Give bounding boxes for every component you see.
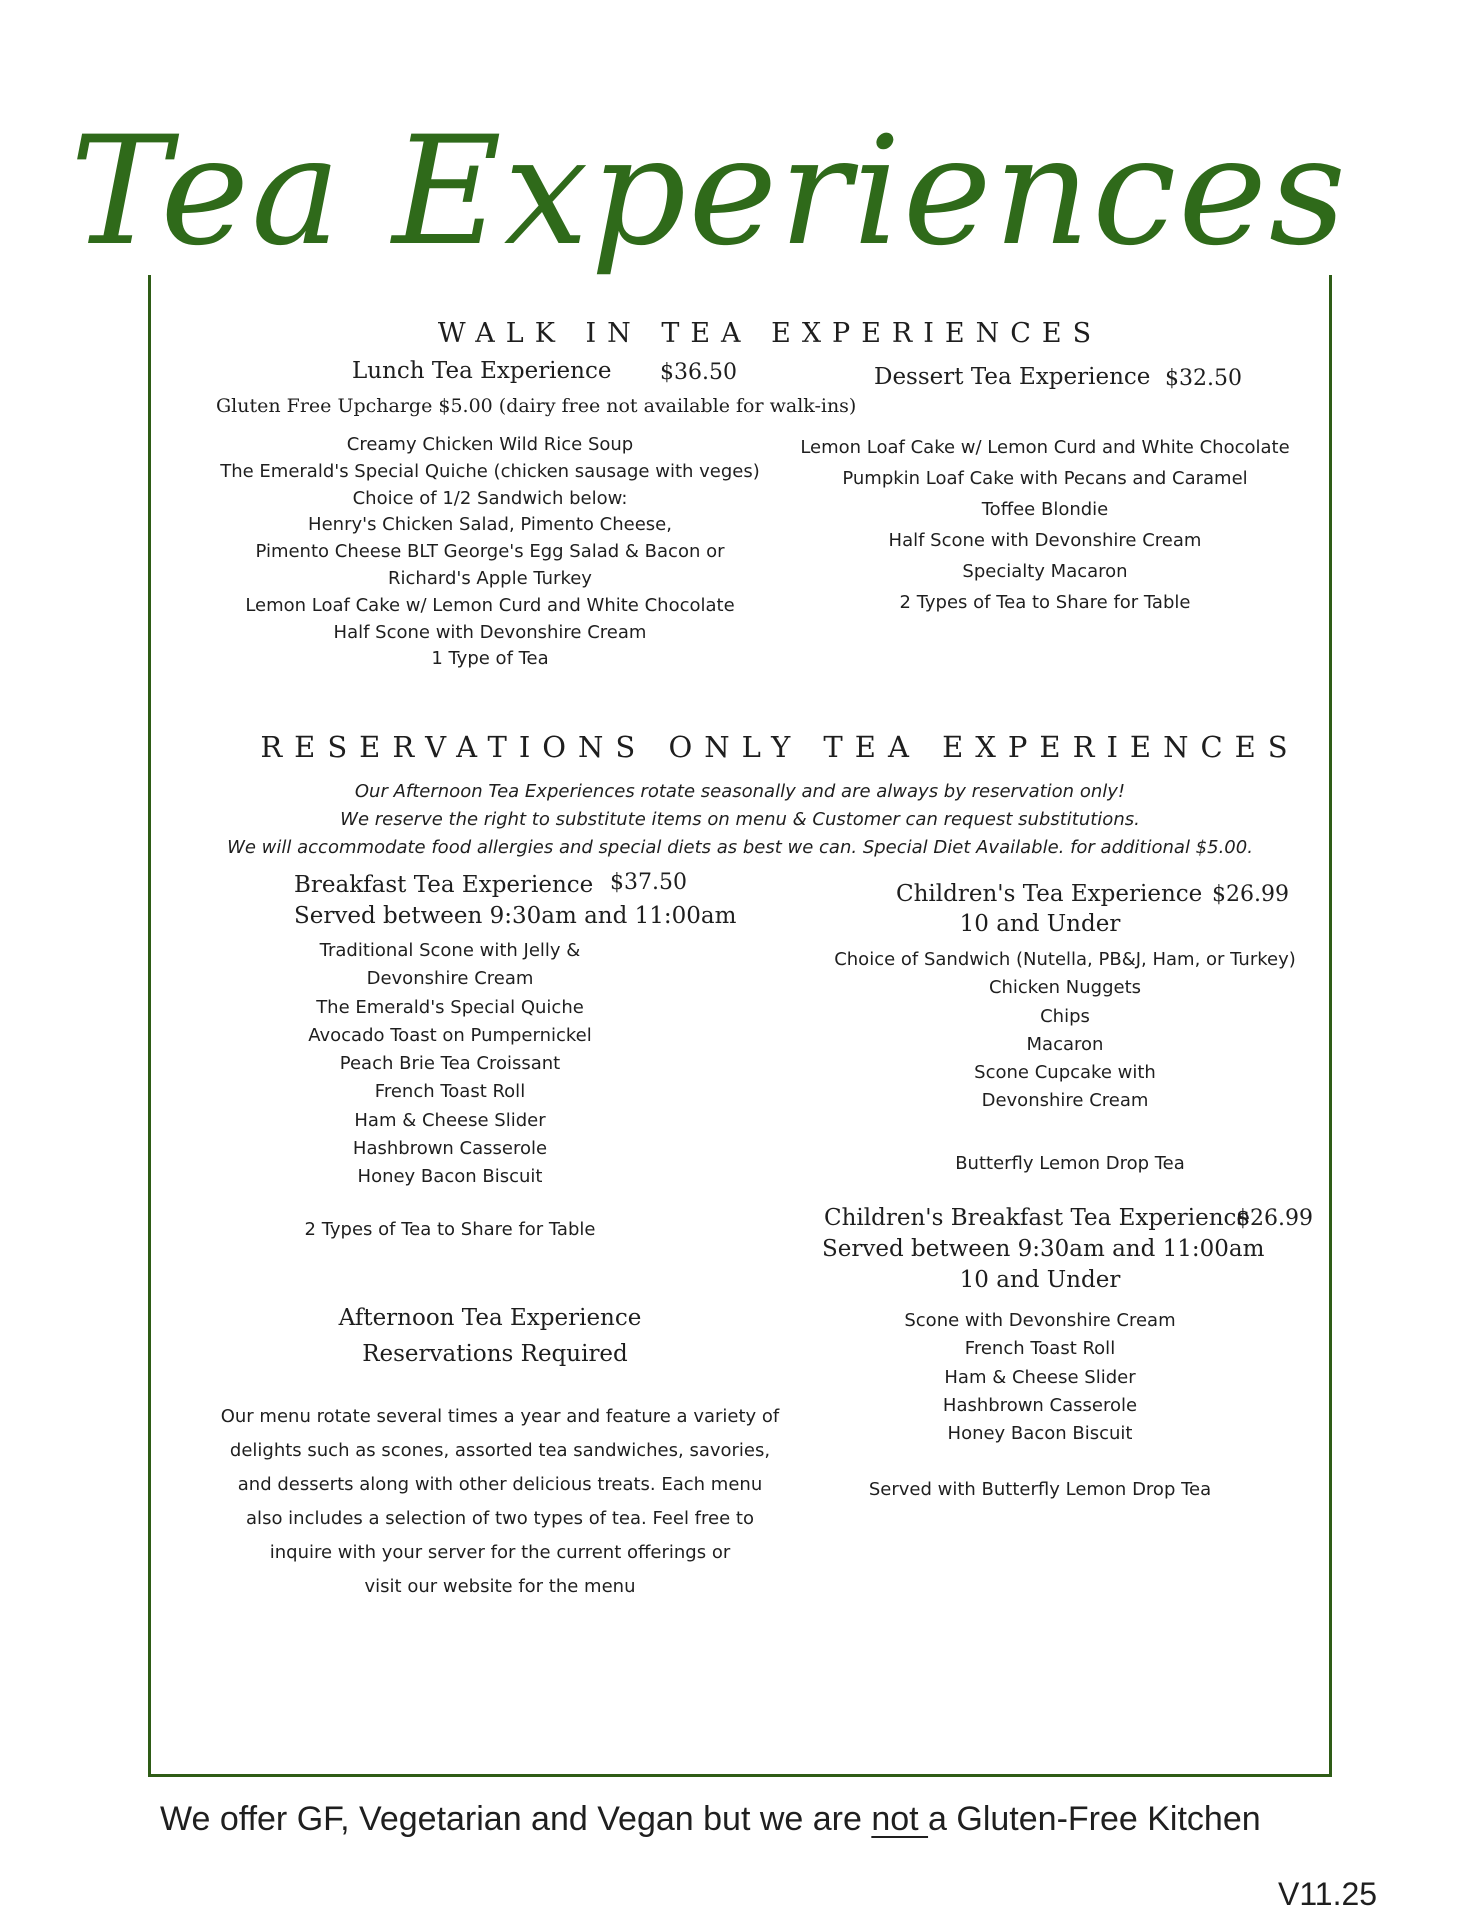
note-line: Our Afternoon Tea Experiences rotate seasonally and are always by reservation only!: [354, 781, 1126, 802]
note-line: We will accommodate food allergies and special diets as best we can. Special Diet Available. for additional $5.00.: [227, 837, 1253, 858]
list-item: Richard's Apple Turkey: [388, 567, 592, 589]
paragraph-line: and desserts along with other delicious treats. Each menu: [237, 1474, 763, 1495]
lunch-upcharge: Gluten Free Upcharge $5.00 (dairy free not available for walk-ins): [216, 395, 857, 417]
dessert-title: Dessert Tea Experience: [874, 364, 1151, 390]
children-items: [830, 946, 1300, 1116]
list-item: Honey Bacon Biscuit: [947, 1423, 1133, 1445]
list-item: Pimento Cheese BLT George's Egg Salad & Bacon or: [255, 541, 725, 563]
children-age: 10 and Under: [959, 911, 1121, 937]
dessert-items: [770, 432, 1320, 618]
reservation-notes: [150, 778, 1330, 862]
afternoon-description: [160, 1400, 840, 1604]
breakfast-title: Breakfast Tea Experience: [294, 872, 594, 898]
breakfast-items: [250, 937, 650, 1192]
list-item: The Emerald's Special Quiche: [316, 996, 584, 1018]
children-price: $26.99: [1212, 882, 1289, 907]
list-item: Henry's Chicken Salad, Pimento Cheese,: [308, 514, 672, 536]
paragraph-line: Our menu rotate several times a year and feature a variety of: [220, 1406, 780, 1427]
list-item: Chicken Nuggets: [988, 977, 1142, 999]
list-item: Half Scone with Devonshire Cream: [333, 621, 647, 643]
lunch-items: [190, 432, 790, 673]
list-item: The Emerald's Special Quiche (chicken sausage with veges): [220, 460, 760, 482]
children-breakfast-tea: Served with Butterfly Lemon Drop Tea: [868, 1479, 1212, 1500]
list-item: Honey Bacon Biscuit: [357, 1166, 543, 1188]
list-item: Avocado Toast on Pumpernickel: [308, 1024, 592, 1046]
list-item: Chips: [1040, 1005, 1090, 1027]
list-item: French Toast Roll: [964, 1338, 1116, 1360]
reservations-heading: RESERVATIONS ONLY TEA EXPERIENCES: [260, 730, 1300, 764]
list-item: Creamy Chicken Wild Rice Soup: [346, 434, 634, 455]
list-item: Choice of Sandwich (Nutella, PB&J, Ham, or Turkey): [834, 949, 1296, 970]
afternoon-subtitle: Reservations Required: [362, 1341, 628, 1367]
note-line: We reserve the right to substitute items on menu & Customer can request substitutions.: [340, 809, 1140, 830]
footer-disclaimer: [160, 1800, 1261, 1839]
lunch-title: Lunch Tea Experience: [352, 358, 612, 384]
list-item: Macaron: [1026, 1033, 1104, 1055]
version-label: V11.25: [1278, 1876, 1378, 1912]
list-item: Half Scone with Devonshire Cream: [888, 530, 1202, 551]
list-item: Lemon Loaf Cake w/ Lemon Curd and White Chocolate: [800, 437, 1290, 458]
page-title: Tea Experiences: [60, 110, 1378, 275]
list-item: Peach Brie Tea Croissant: [339, 1053, 561, 1075]
list-item: 2 Types of Tea to Share for Table: [899, 592, 1191, 613]
list-item: Specialty Macaron: [962, 561, 1128, 582]
children-breakfast-price: $26.99: [1236, 1206, 1313, 1231]
list-item: Scone Cupcake with: [974, 1062, 1156, 1084]
list-item: Hashbrown Casserole: [352, 1138, 548, 1160]
paragraph-line: inquire with your server for the current offerings or: [269, 1542, 731, 1563]
children-breakfast-items: [840, 1307, 1240, 1448]
list-item: Ham & Cheese Slider: [354, 1109, 546, 1131]
list-item: Pumpkin Loaf Cake with Pecans and Caramel: [842, 468, 1248, 489]
children-tea: Butterfly Lemon Drop Tea: [955, 1153, 1185, 1174]
paragraph-line: also includes a selection of two types of tea. Feel free to: [246, 1508, 754, 1529]
list-item: Ham & Cheese Slider: [944, 1366, 1136, 1388]
footer-underlined: not: [871, 1800, 929, 1838]
footer-text-start: We offer GF, Vegetarian and Vegan but we are: [160, 1800, 872, 1838]
breakfast-tea: 2 Types of Tea to Share for Table: [304, 1219, 596, 1240]
list-item: Scone with Devonshire Cream: [904, 1310, 1176, 1331]
list-item: Traditional Scone with Jelly &: [319, 940, 581, 961]
paragraph-line: delights such as scones, assorted tea sandwiches, savories,: [229, 1440, 771, 1461]
list-item: Devonshire Cream: [981, 1090, 1149, 1112]
afternoon-title: Afternoon Tea Experience: [338, 1305, 642, 1331]
children-breakfast-title: Children's Breakfast Tea Experience: [824, 1205, 1250, 1231]
children-breakfast-age: 10 and Under: [959, 1267, 1121, 1293]
breakfast-price: $37.50: [610, 870, 687, 895]
children-title: Children's Tea Experience: [896, 881, 1203, 907]
children-breakfast-served: Served between 9:30am and 11:00am: [822, 1236, 1265, 1262]
walk-in-heading: WALK IN TEA EXPERIENCES: [437, 318, 1103, 349]
list-item: Toffee Blondie: [981, 499, 1109, 520]
footer-text-end: a Gluten-Free Kitchen: [928, 1800, 1261, 1838]
list-item: Lemon Loaf Cake w/ Lemon Curd and White Chocolate: [245, 594, 735, 616]
list-item: 1 Type of Tea: [431, 648, 549, 670]
list-item: Choice of 1/2 Sandwich below:: [352, 487, 628, 509]
breakfast-served: Served between 9:30am and 11:00am: [294, 903, 737, 929]
list-item: Hashbrown Casserole: [942, 1394, 1138, 1416]
dessert-price: $32.50: [1165, 366, 1242, 391]
list-item: Devonshire Cream: [366, 968, 534, 990]
lunch-price: $36.50: [660, 360, 737, 385]
paragraph-line: visit our website for the menu: [364, 1576, 636, 1597]
list-item: French Toast Roll: [374, 1081, 526, 1103]
